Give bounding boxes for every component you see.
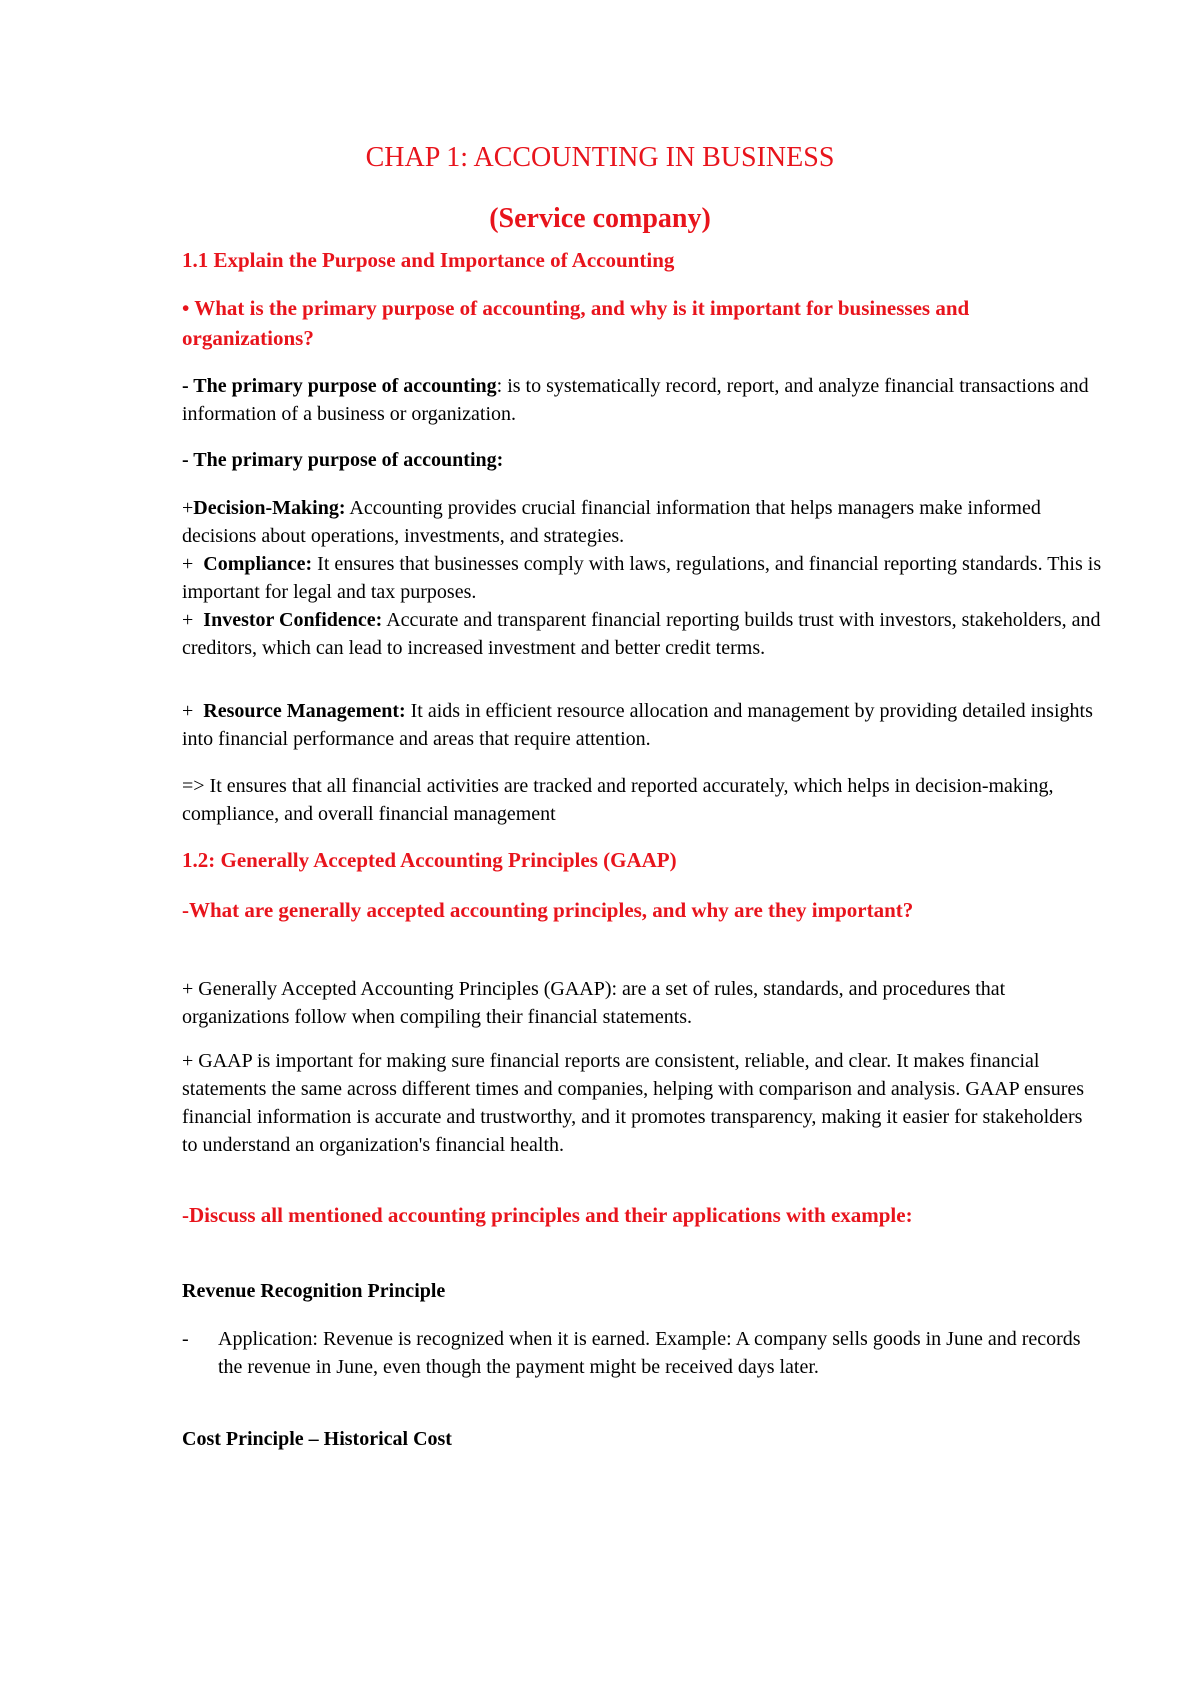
item-label: Resource Management: [203,700,406,722]
revenue-recognition-heading: Revenue Recognition Principle [182,1280,446,1302]
page-title: CHAP 1: ACCOUNTING IN BUSINESS [365,142,835,173]
item-text: Accounting provides crucial financial information that helps managers make informed decisions about operations, investments, and strategies. [182,497,1041,547]
item-label: Investor Confidence: [203,609,383,631]
page-subtitle: (Service company) [489,203,711,234]
section-heading-1-2: 1.2: Generally Accepted Accounting Principles (GAAP) [182,848,677,872]
primary-purpose-text: : is to systematically record, report, and analyze financial transactions and information of a business or organization. [182,375,1089,425]
question-gaap: -What are generally accepted accounting principles, and why are they important? [182,898,914,922]
item-prefix: + [182,609,204,631]
item-text: Accurate and transparent financial reporting builds trust with investors, stakeholders, and creditors, which can lead to increased investment and better credit terms. [182,609,1101,659]
conclusion-paragraph: => It ensures that all financial activities are tracked and reported accurately, which helps in decision-making, compliance, and overall financial management [182,775,1054,825]
revenue-recognition-application [182,1325,1102,1381]
item-text: It ensures that businesses comply with laws, regulations, and financial reporting standards. This is important for legal and tax purposes. [182,553,1102,603]
paragraph-gaap-importance: + GAAP is important for making sure financial reports are consistent, reliable, and clear. It makes financial statements the same across different times and companies, helping with comparison and analysis. GAAP ensures financial information is accurate and trustworthy, and it promotes transparency, making it easier for stakeholders to understand an organization's financial health. [182,1050,1085,1156]
list-item-resource-management [182,697,1102,753]
paragraph-gaap-definition: + Generally Accepted Accounting Principles (GAAP): are a set of rules, standards, and procedures that organizations follow when compiling their financial statements. [182,978,1006,1028]
application-text: Application: Revenue is recognized when it is earned. Example: A company sells goods in June and records the revenue in June, even though the payment might be received days later. [218,1328,1081,1378]
question-discuss-principles: -Discuss all mentioned accounting principles and their applications with example: [182,1203,913,1227]
list-item-investor-confidence [182,606,1102,662]
item-prefix: + [182,497,194,519]
item-label: Compliance: [203,553,313,575]
item-prefix: + [182,553,204,575]
item-prefix: + [182,700,204,722]
question-primary-purpose: • What is the primary purpose of accounting, and why is it important for businesses and organizations? [182,296,970,350]
item-label: Decision-Making: [193,497,346,519]
paragraph-primary-purpose [182,372,1102,428]
cost-principle-heading: Cost Principle – Historical Cost [182,1428,452,1450]
primary-purpose-lead: - The primary purpose of accounting [182,375,497,397]
item-text: It aids in efficient resource allocation and management by providing detailed insights into financial performance and areas that require attention. [182,700,1093,750]
list-item-decision-making [182,494,1102,550]
section-heading-1-1: 1.1 Explain the Purpose and Importance of Accounting [182,248,675,272]
list-item-compliance [182,550,1102,606]
purpose-list [182,494,1102,662]
primary-purpose-heading: - The primary purpose of accounting: [182,449,504,471]
dash-bullet: - [182,1328,189,1350]
